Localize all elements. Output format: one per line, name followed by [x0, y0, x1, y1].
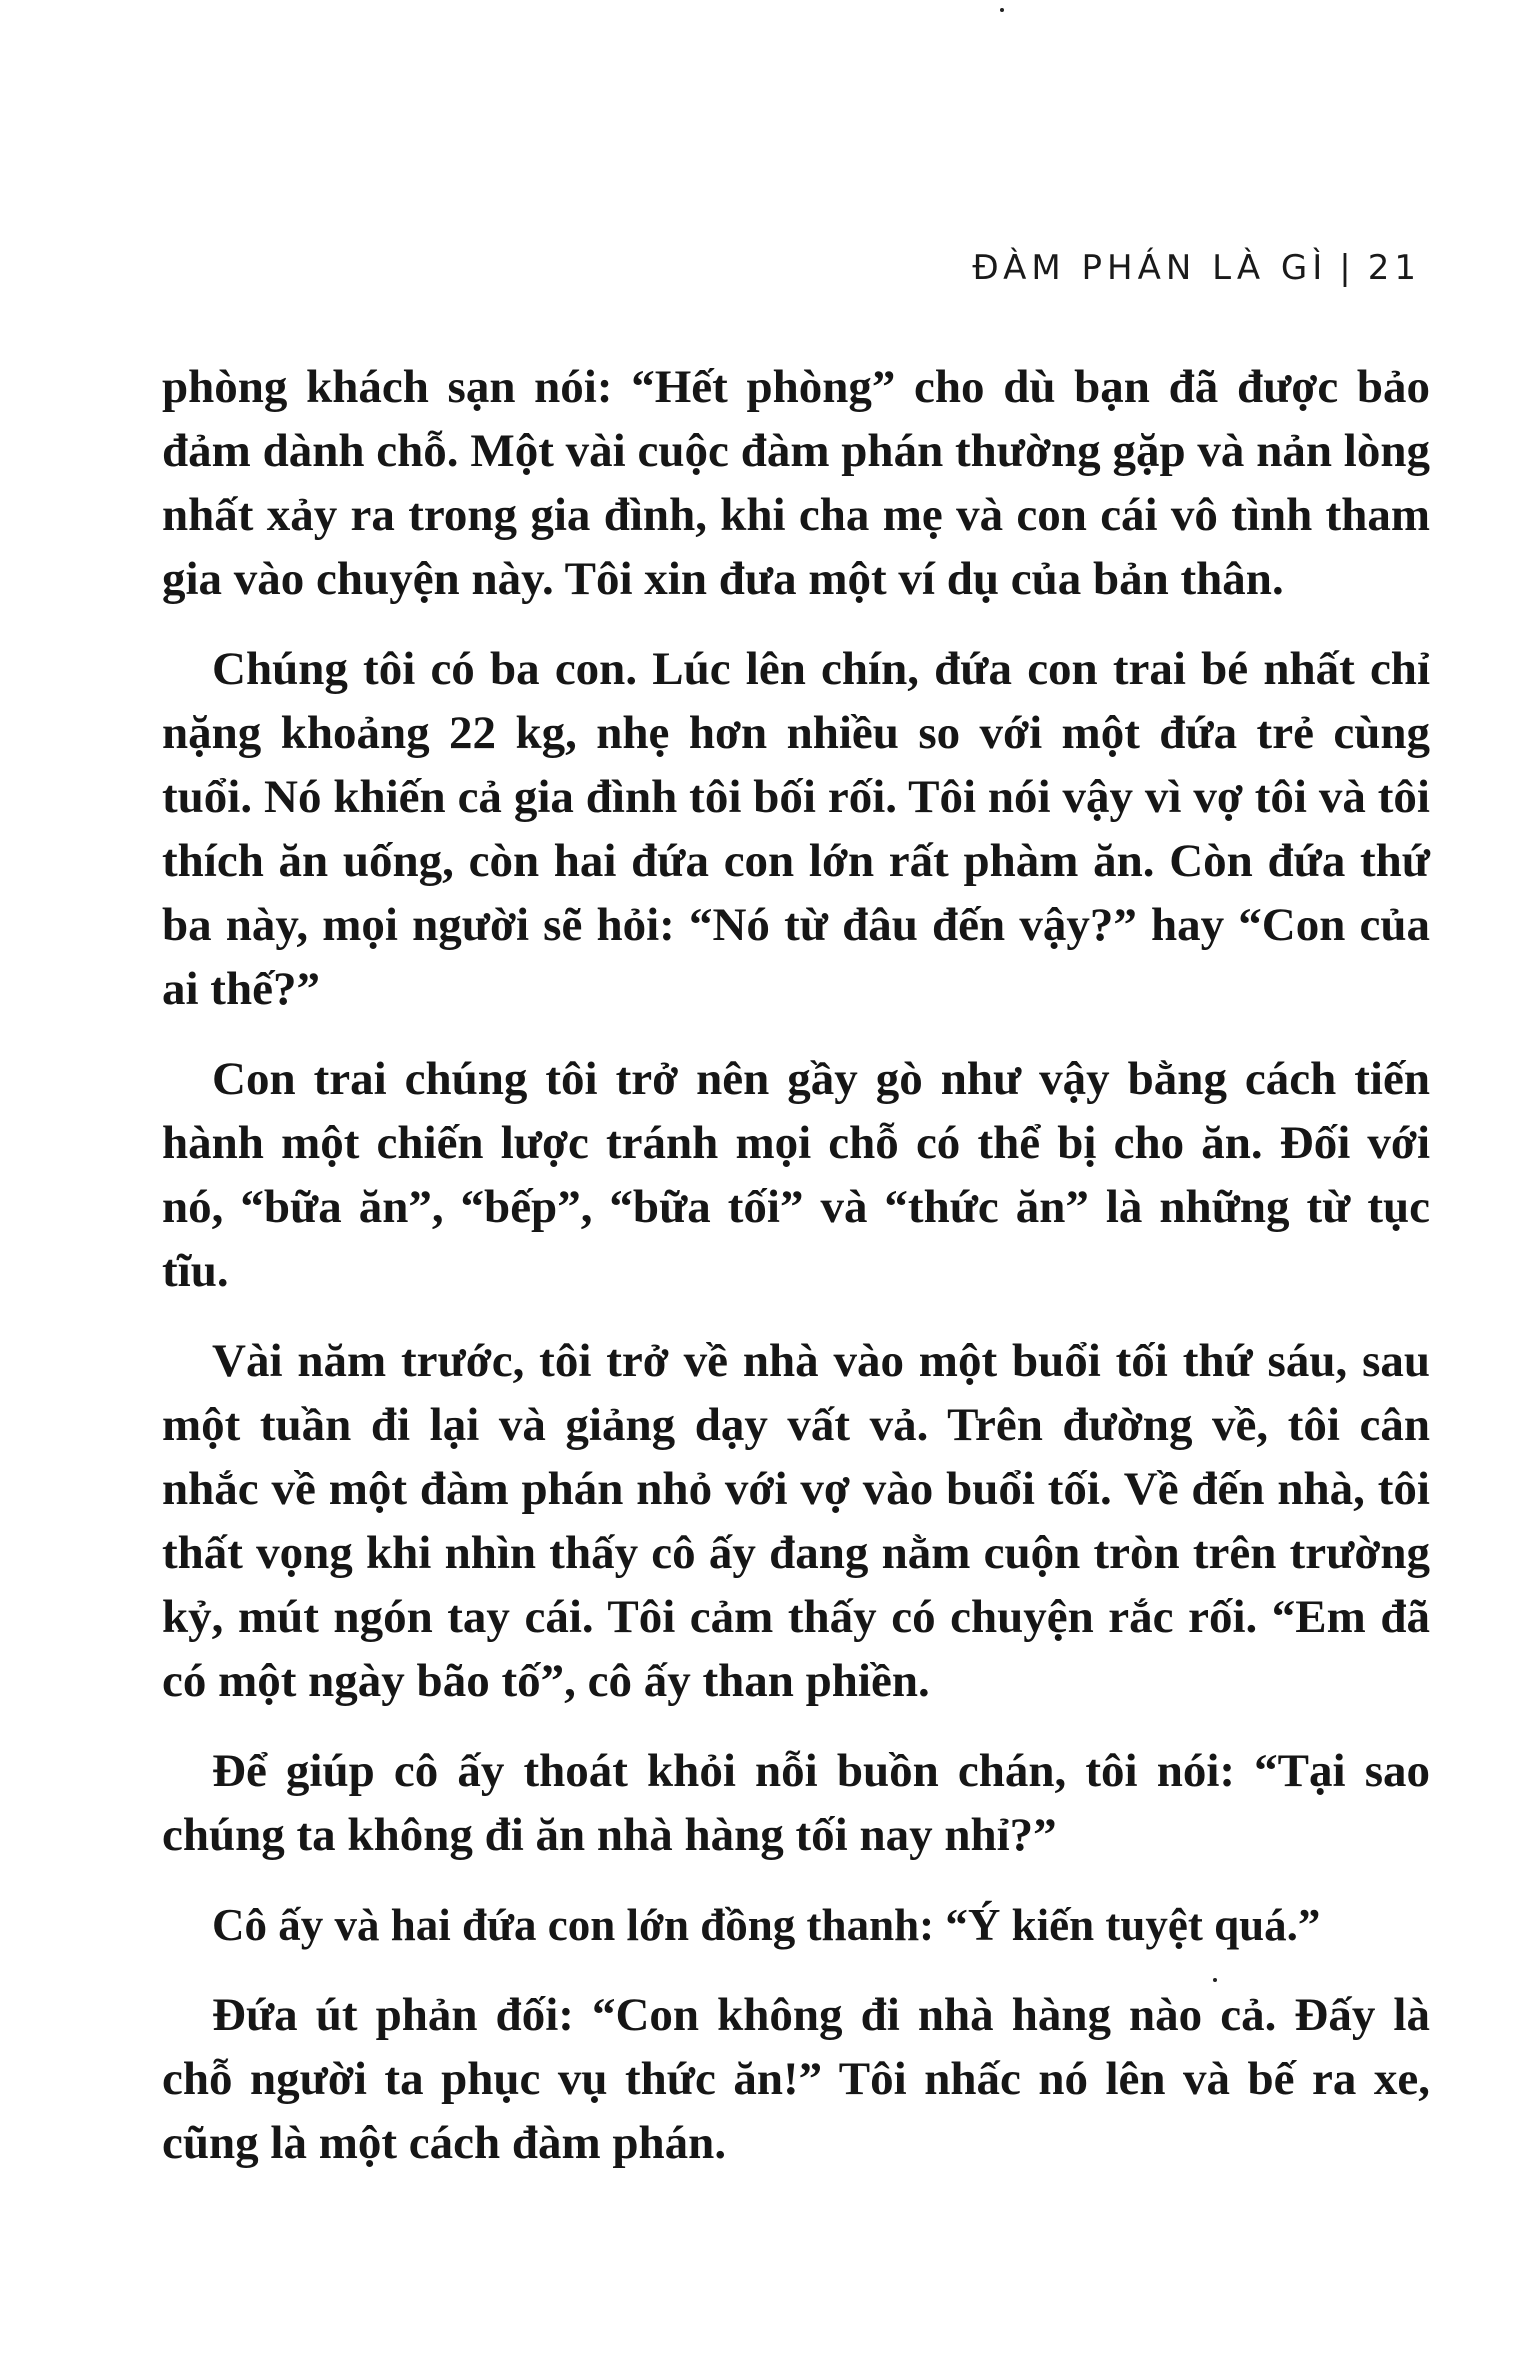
paragraph: Cô ấy và hai đứa con lớn đồng thanh: “Ý kiến tuyệt quá.”: [212, 1900, 1321, 1950]
paragraph-continued: phòng khách sạn nói: “Hết phòng” cho dù bạn đã được bảo đảm dành chỗ. Một vài cuộc đàm phán thường gặp và nản lòng nhất xảy ra trong gia đình, khi cha mẹ và con cái vô tình tham gia vào chuyện này. Tôi xin đưa một ví dụ của bản thân.: [162, 361, 1430, 605]
page-number: 21: [1367, 248, 1421, 288]
body-text: [162, 355, 1430, 2201]
running-header: [972, 248, 1421, 288]
paragraph: Chúng tôi có ba con. Lúc lên chín, đứa con trai bé nhất chỉ nặng khoảng 22 kg, nhẹ hơn nhiều so với một đứa trẻ cùng tuổi. Nó khiến cả gia đình tôi bối rối. Tôi nói vậy vì vợ tôi và tôi thích ăn uống, còn hai đứa con lớn rất phàm ăn. Còn đứa thứ ba này, mọi người sẽ hỏi: “Nó từ đâu đến vậy?” hay “Con của ai thế?”: [162, 643, 1430, 1015]
header-separator: |: [1339, 248, 1356, 288]
paragraph: Con trai chúng tôi trở nên gầy gò như vậy bằng cách tiến hành một chiến lược tránh mọi chỗ có thể bị cho ăn. Đối với nó, “bữa ăn”, “bếp”, “bữa tối” và “thức ăn” là những từ tục tĩu.: [162, 1053, 1430, 1297]
paragraph: Vài năm trước, tôi trở về nhà vào một buổi tối thứ sáu, sau một tuần đi lại và giảng dạy vất vả. Trên đường về, tôi cân nhắc về một đàm phán nhỏ với vợ vào buổi tối. Về đến nhà, tôi thất vọng khi nhìn thấy cô ấy đang nằm cuộn tròn trên trường kỷ, mút ngón tay cái. Tôi cảm thấy có chuyện rắc rối. “Em đã có một ngày bão tố”, cô ấy than phiền.: [162, 1335, 1430, 1707]
chapter-title: ĐÀM PHÁN LÀ GÌ: [972, 248, 1328, 288]
scan-speck: [1000, 8, 1004, 12]
paragraph: Đứa út phản đối: “Con không đi nhà hàng nào cả. Đấy là chỗ người ta phục vụ thức ăn!” Tôi nhấc nó lên và bế ra xe, cũng là một cách đàm phán.: [162, 1989, 1430, 2169]
scan-speck: [1213, 1978, 1217, 1982]
paragraph: Để giúp cô ấy thoát khỏi nỗi buồn chán, tôi nói: “Tại sao chúng ta không đi ăn nhà hàng tối nay nhỉ?”: [162, 1745, 1430, 1861]
